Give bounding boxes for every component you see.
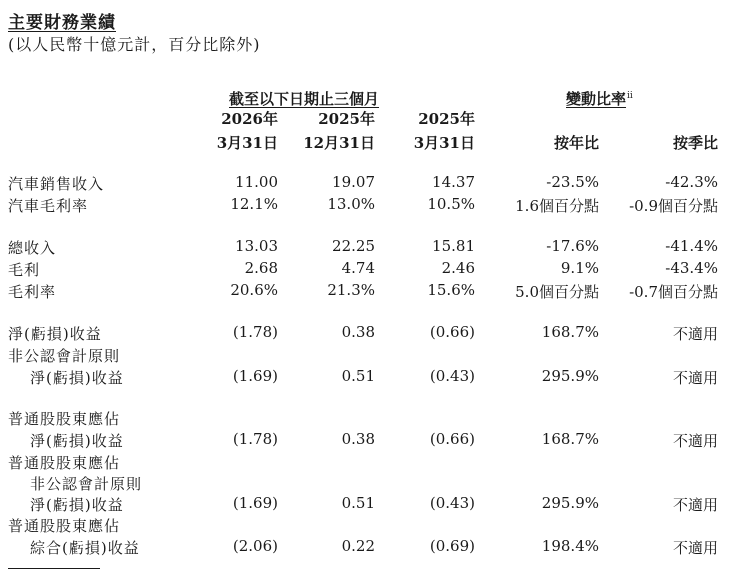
row-label: 淨(虧損)收益: [30, 496, 124, 514]
cell: -23.5%: [546, 173, 599, 191]
table-row: [0, 323, 737, 343]
cell: 15.6%: [427, 281, 475, 299]
table-row: [0, 452, 737, 472]
cell: 0.38: [341, 430, 375, 448]
cell: 168.7%: [541, 430, 599, 448]
row-label: 汽車毛利率: [8, 197, 89, 215]
change-group-label: 變動比率: [566, 90, 627, 108]
table-row: [0, 408, 737, 428]
cell: 198.4%: [541, 537, 599, 555]
cell: -17.6%: [546, 237, 599, 255]
cell: 11.00: [235, 173, 278, 191]
period-3-date: 3月31日: [413, 134, 475, 152]
cell: 20.6%: [230, 281, 278, 299]
row-label: 非公認會計原則: [8, 347, 121, 365]
cell: 19.07: [332, 173, 375, 191]
table-row: [0, 515, 737, 535]
table-row: [0, 473, 737, 493]
period-2-year: 2025年: [318, 110, 375, 128]
cell: 13.03: [235, 237, 278, 255]
cell: -0.7個百分點: [629, 283, 718, 301]
cell: -42.3%: [665, 173, 718, 191]
cell: (1.69): [232, 367, 278, 385]
period-1-year: 2026年: [221, 110, 278, 128]
table-row: [0, 173, 737, 193]
cell: -43.4%: [665, 259, 718, 277]
change-footnote-marker: ii: [627, 91, 633, 101]
cell: 22.25: [332, 237, 375, 255]
table-row: [0, 537, 737, 557]
table-row: [0, 281, 737, 301]
cell: 0.38: [341, 323, 375, 341]
cell: 不適用: [672, 369, 718, 387]
cell: (0.69): [429, 537, 475, 555]
table-row: [0, 494, 737, 514]
cell: (0.66): [429, 430, 475, 448]
cell: 2.68: [244, 259, 278, 277]
table-row: [0, 430, 737, 450]
cell: (0.66): [429, 323, 475, 341]
cell: 不適用: [672, 325, 718, 343]
row-label: 非公認會計原則: [30, 475, 143, 493]
cell: (0.43): [429, 367, 475, 385]
cell: 295.9%: [541, 494, 599, 512]
cell: -0.9個百分點: [629, 197, 718, 215]
cell: 12.1%: [230, 195, 278, 213]
row-label: 普通股股東應佔: [8, 454, 121, 472]
row-label: 汽車銷售收入: [8, 175, 105, 193]
cell: 2.46: [441, 259, 475, 277]
change-group-header: [566, 88, 633, 109]
cell: 0.51: [341, 494, 375, 512]
cell: 0.51: [341, 367, 375, 385]
cell: -41.4%: [665, 237, 718, 255]
qoq-header: 按季比: [672, 134, 718, 152]
table-row: [0, 345, 737, 365]
row-label: 淨(虧損)收益: [30, 432, 124, 450]
row-label: 普通股股東應佔: [8, 517, 121, 535]
cell: (1.69): [232, 494, 278, 512]
cell: 21.3%: [327, 281, 375, 299]
cell: 0.22: [341, 537, 375, 555]
cell: 5.0個百分點: [515, 283, 599, 301]
row-label: 毛利: [8, 261, 41, 279]
cell: 不適用: [672, 539, 718, 557]
period-group-header: 截至以下日期止三個月: [229, 90, 380, 108]
table-row: [0, 237, 737, 257]
cell: 不適用: [672, 432, 718, 450]
row-label: 綜合(虧損)收益: [30, 539, 140, 557]
row-label: 毛利率: [8, 283, 57, 301]
table-row: [0, 259, 737, 279]
row-label: 普通股股東應佔: [8, 410, 121, 428]
table-row: [0, 367, 737, 387]
cell: 1.6個百分點: [515, 197, 599, 215]
table-row: [0, 195, 737, 215]
page-title: 主要財務業績: [8, 13, 116, 33]
footnote-divider: [8, 568, 100, 569]
cell: 13.0%: [327, 195, 375, 213]
cell: 14.37: [432, 173, 475, 191]
page-subtitle: (以人民幣十億元計，百分比除外): [8, 35, 261, 54]
yoy-header: 按年比: [553, 134, 599, 152]
row-label: 淨(虧損)收益: [30, 369, 124, 387]
cell: 10.5%: [427, 195, 475, 213]
cell: (1.78): [232, 430, 278, 448]
cell: 4.74: [341, 259, 375, 277]
cell: (2.06): [232, 537, 278, 555]
row-label: 總收入: [8, 239, 57, 257]
cell: 15.81: [432, 237, 475, 255]
cell: (1.78): [232, 323, 278, 341]
row-label: 淨(虧損)收益: [8, 325, 102, 343]
period-3-year: 2025年: [418, 110, 475, 128]
cell: (0.43): [429, 494, 475, 512]
cell: 295.9%: [541, 367, 599, 385]
cell: 9.1%: [560, 259, 599, 277]
cell: 168.7%: [541, 323, 599, 341]
period-2-date: 12月31日: [303, 134, 375, 152]
cell: 不適用: [672, 496, 718, 514]
period-1-date: 3月31日: [216, 134, 278, 152]
